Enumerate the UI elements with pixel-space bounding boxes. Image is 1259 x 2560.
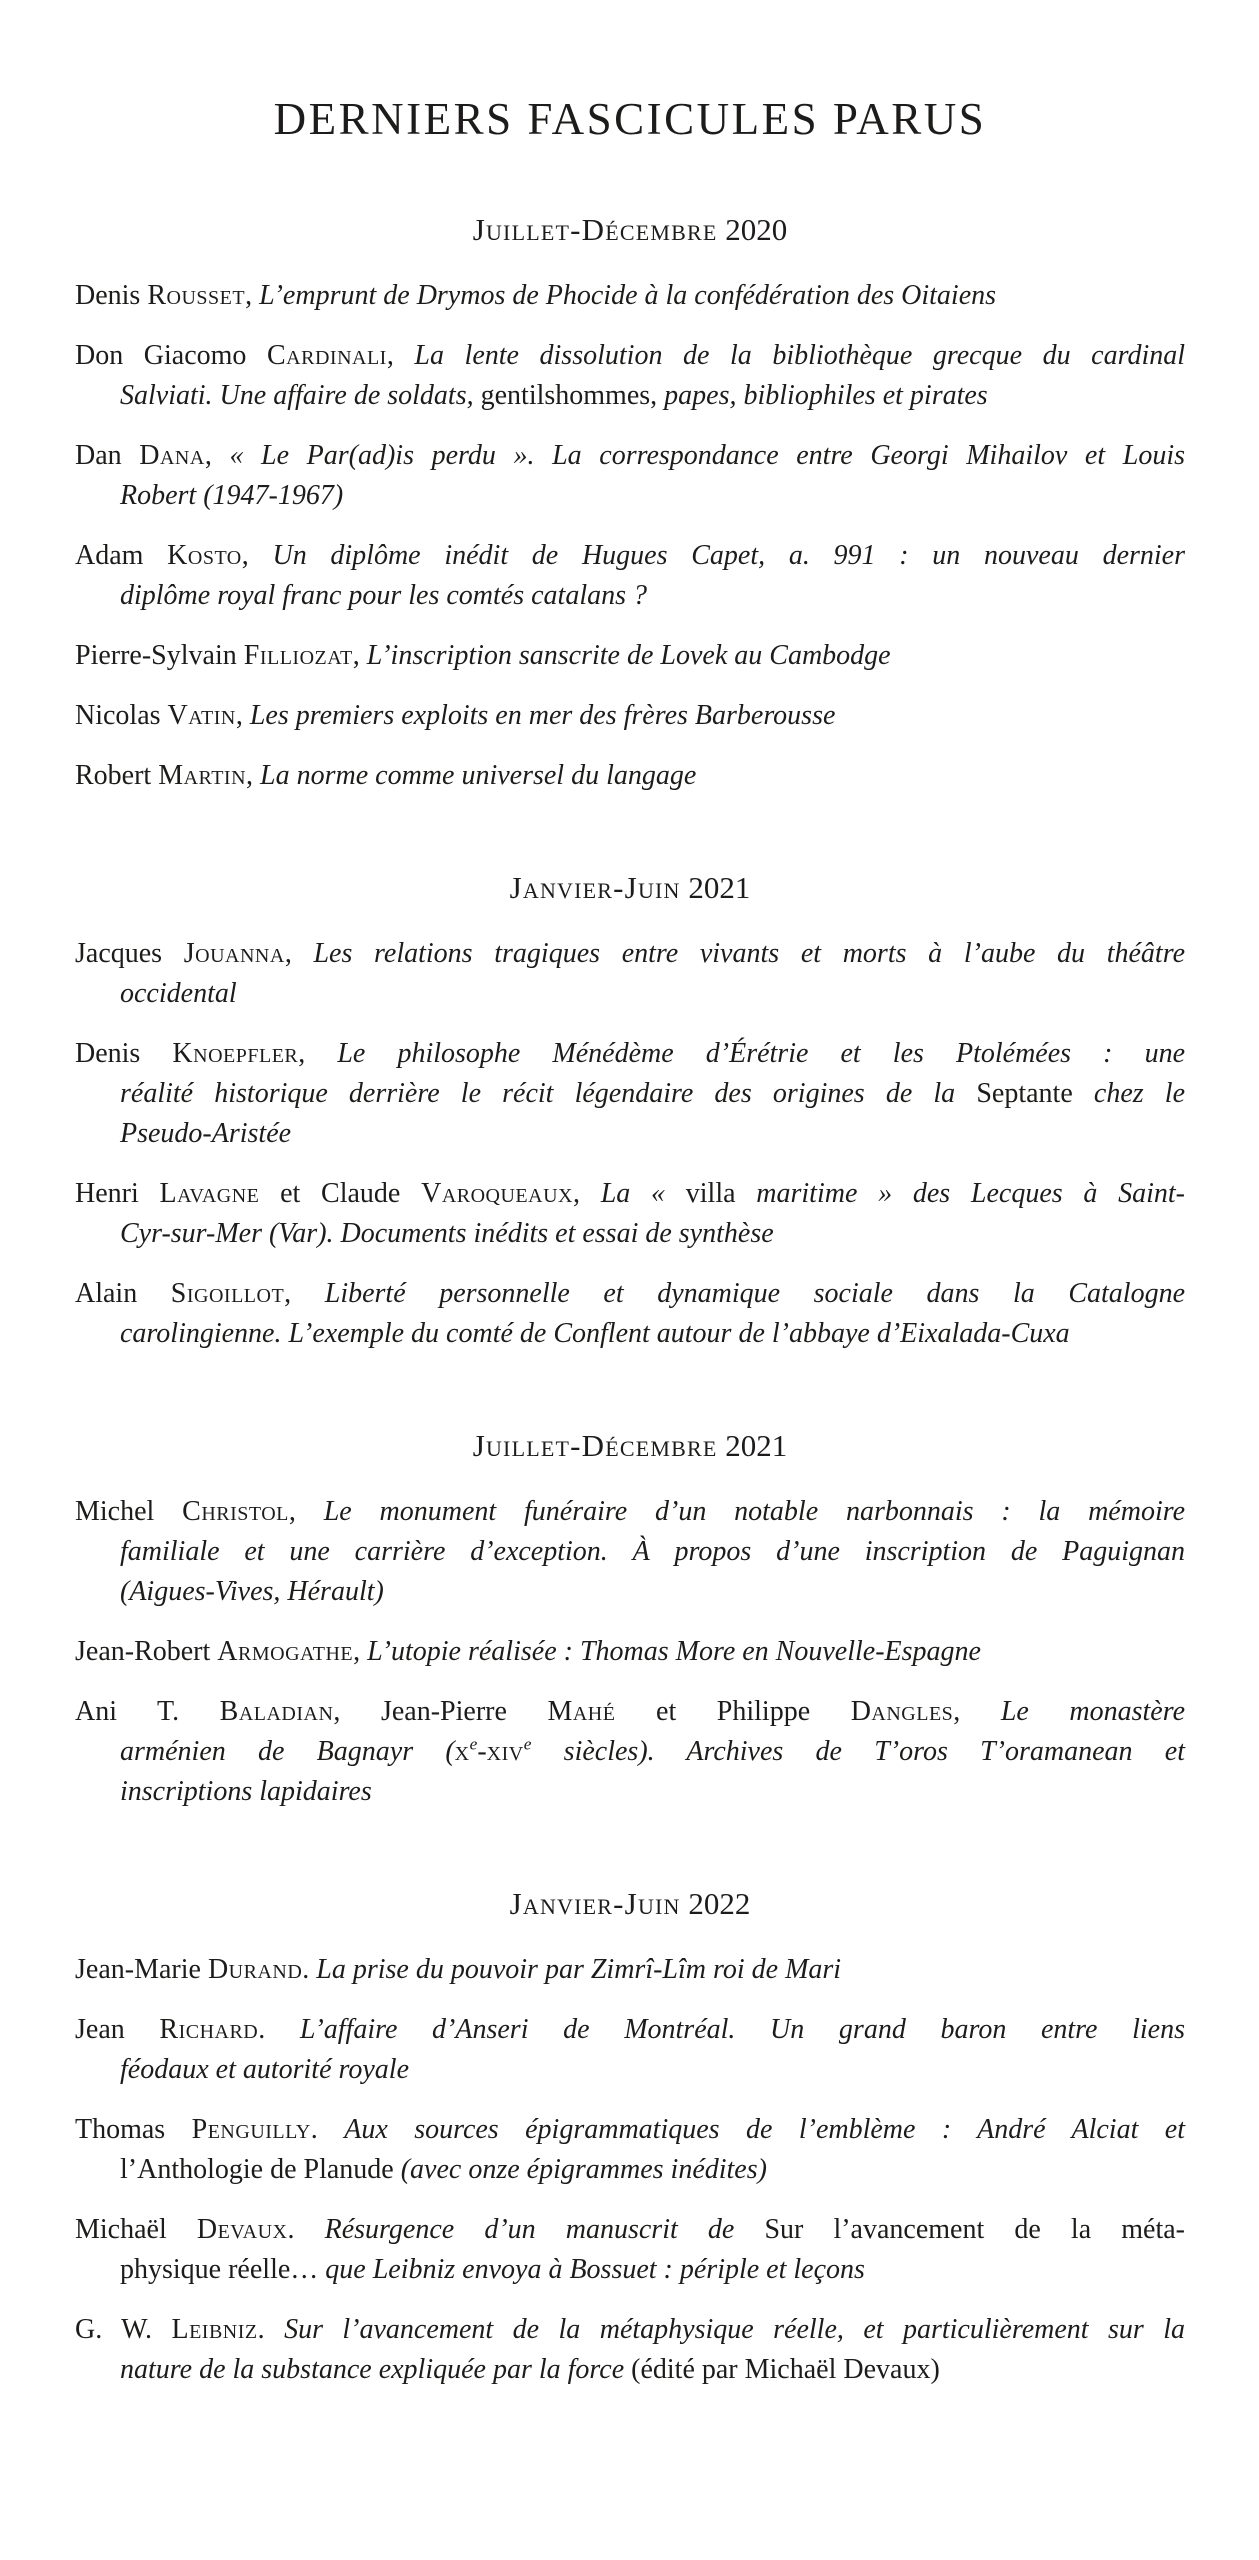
bibliography-entry (75, 2210, 1185, 2290)
section-heading (75, 1424, 1185, 1468)
bibliography-entry (75, 536, 1185, 616)
section-heading-months: Janvier-Juin (509, 870, 681, 905)
work-title-text: arménien de Bagnayr ( (120, 1736, 455, 1767)
work-title-text: L’affaire d’Anseri de Montréal. Un grand baron entre liens (299, 2014, 1185, 2045)
entry-line (75, 1034, 1185, 1074)
plain-text: Michaël (75, 2214, 197, 2245)
entry-line (75, 974, 1185, 1014)
section-heading-months: Janvier-Juin (509, 1886, 681, 1921)
work-title-text: « Le Par(ad)is perdu ». La correspondance entre Georgi Mihailov et Louis (229, 440, 1185, 471)
superscript-ordinal: e (523, 1734, 532, 1754)
entry-line (75, 1174, 1185, 1214)
plain-text: Jean-Robert (75, 1636, 218, 1667)
author-surname: Penguilly (191, 2114, 311, 2145)
bibliography-entry (75, 636, 1185, 676)
plain-text: . (258, 2014, 300, 2045)
entry-line (75, 1314, 1185, 1354)
plain-text: Ani T. (75, 1696, 220, 1727)
author-surname: Armogathe (217, 1636, 354, 1667)
author-surname: Varoqueaux (421, 1178, 573, 1209)
plain-text: Jean-Marie (75, 1954, 208, 1985)
issue-section (75, 1882, 1185, 2390)
plain-text: Sur l’avancement de la méta- (764, 2214, 1185, 2245)
bibliography-entry (75, 2110, 1185, 2190)
author-surname: Cardinali (267, 340, 387, 371)
work-title-text: siècles). Archives de T’oros T’oramanean et (531, 1736, 1185, 1767)
work-title-text: féodaux et autorité royale (120, 2054, 409, 2085)
author-surname: Rousset (147, 280, 246, 311)
plain-text: Denis (75, 280, 148, 311)
work-title-text: carolingienne. L’exemple du comté de Conflent autour de l’abbaye d’Eixalada-Cuxa (120, 1318, 1070, 1349)
work-title-text: L’utopie réalisée : Thomas More en Nouvelle-Espagne (367, 1636, 981, 1667)
work-title-text: Le monastère (1000, 1696, 1186, 1727)
entry-line (75, 1950, 1185, 1990)
work-title-text: Salviati. Une affaire de soldats, (120, 380, 474, 411)
section-heading (75, 1882, 1185, 1926)
bibliography-entry (75, 1492, 1185, 1612)
entry-line (75, 2310, 1185, 2350)
plain-text: , (245, 280, 260, 311)
bibliography-entry (75, 934, 1185, 1014)
work-title-text: Sur l’avancement de la métaphysique réelle, et particulièrement sur la (284, 2314, 1186, 2345)
entry-line (75, 336, 1185, 376)
work-title-text: nature de la substance expliquée par la force (120, 2354, 625, 2385)
work-title-text: Cyr-sur-Mer (Var). Documents inédits et essai de synthèse (120, 1218, 774, 1249)
author-surname: Mahé (547, 1696, 616, 1727)
work-title-text: Résurgence d’un manuscrit de (324, 2214, 765, 2245)
work-title-text: La norme comme universel du langage (260, 760, 697, 791)
entry-line (75, 476, 1185, 516)
plain-text: et Philippe (615, 1696, 851, 1727)
section-heading-months: Juillet-Décembre (472, 212, 718, 247)
plain-text: G. W. (75, 2314, 172, 2345)
bibliography-entry (75, 276, 1185, 316)
plain-text: , (235, 700, 250, 731)
bibliography-entry (75, 1632, 1185, 1672)
work-title-text: Liberté personnelle et dynamique sociale dans la Catalogne (324, 1278, 1186, 1309)
plain-text: l’Anthologie de Planude (120, 2154, 394, 2185)
plain-text: , (204, 440, 230, 471)
work-title-text: Pseudo-Aristée (120, 1118, 292, 1149)
work-title-text: papes, bibliophiles et pirates (657, 380, 988, 411)
plain-text: Robert (75, 760, 159, 791)
work-title-text: La « (600, 1178, 686, 1209)
entry-line (75, 1214, 1185, 1254)
plain-text: Dan (75, 440, 140, 471)
plain-text: Don Giacomo (75, 340, 267, 371)
plain-text: Adam (75, 540, 168, 571)
work-title-text: Les premiers exploits en mer des frères Barberousse (249, 700, 836, 731)
author-surname: Leibniz (171, 2314, 258, 2345)
entry-line (75, 2150, 1185, 2190)
section-heading-year: 2020 (717, 212, 788, 247)
plain-text: villa (685, 1178, 736, 1209)
bibliography-entry (75, 1174, 1185, 1254)
plain-text: (édité par Michaël Devaux) (624, 2354, 940, 2385)
work-title-text: L’emprunt de Drymos de Phocide à la confédération des Oitaiens (259, 280, 997, 311)
issue-list (75, 208, 1185, 2390)
entry-line (75, 376, 1185, 416)
plain-text: Thomas (75, 2114, 192, 2145)
entry-line (75, 934, 1185, 974)
work-title-text: (Aigues-Vives, Hérault) (120, 1576, 384, 1607)
work-title-text: (avec onze épigrammes inédites) (393, 2154, 767, 2185)
section-heading-year: 2022 (680, 1886, 751, 1921)
bibliography-entry (75, 1034, 1185, 1154)
author-surname: Sigoillot (170, 1278, 285, 1309)
work-title-text: réalité historique derrière le récit légendaire des origines de la (120, 1078, 977, 1109)
bibliography-entry (75, 336, 1185, 416)
entry-line (75, 436, 1185, 476)
work-title-text: Aux sources épigrammatiques de l’emblème : André Alciat et (344, 2114, 1185, 2145)
page-title: DERNIERS FASCICULES PARUS (273, 94, 987, 144)
bibliography-entry (75, 696, 1185, 736)
author-surname: Devaux (196, 2214, 288, 2245)
section-heading-year: 2021 (680, 870, 751, 905)
work-title-text: occidental (120, 978, 237, 1009)
author-surname: x (454, 1736, 470, 1767)
bibliography-entry (75, 2310, 1185, 2390)
entry-line (75, 1074, 1185, 1114)
plain-text: , (284, 1278, 325, 1309)
plain-text: , (352, 640, 367, 671)
bibliography-entry (75, 1692, 1185, 1812)
plain-text: Septante (976, 1078, 1073, 1109)
section-heading (75, 866, 1185, 910)
bibliography-entry (75, 1950, 1185, 1990)
plain-text: Jean (75, 2014, 160, 2045)
plain-text: Michel (75, 1496, 183, 1527)
author-surname: Dangles (850, 1696, 954, 1727)
work-title-text: chez le (1072, 1078, 1185, 1109)
entry-line (75, 2010, 1185, 2050)
issue-section (75, 208, 1185, 796)
plain-text: , (386, 340, 415, 371)
work-title-text: La prise du pouvoir par Zimrî-Lîm roi de Mari (316, 1954, 842, 1985)
plain-text: Jacques (75, 938, 184, 969)
work-title-text: que Leibniz envoya à Bossuet : périple et leçons (325, 2254, 865, 2285)
entry-line (75, 1274, 1185, 1314)
entry-line (75, 1732, 1185, 1772)
plain-text: , (353, 1636, 368, 1667)
plain-text: Henri (75, 1178, 160, 1209)
entry-line (75, 2110, 1185, 2150)
work-title-text: inscriptions lapidaires (120, 1776, 372, 1807)
plain-text: . (310, 2114, 345, 2145)
entry-line (75, 1114, 1185, 1154)
author-surname: Kosto (167, 540, 242, 571)
entry-line (75, 1572, 1185, 1612)
plain-text: gentilshommes, (473, 380, 658, 411)
entry-line (75, 1632, 1185, 1672)
work-title-text: Les relations tragiques entre vivants et morts à l’aube du théâtre (313, 938, 1185, 969)
author-surname: Dana (139, 440, 205, 471)
author-surname: Durand (207, 1954, 303, 1985)
work-title-text: La lente dissolution de la bibliothèque grecque du cardinal (414, 340, 1186, 371)
author-surname: Martin (158, 760, 247, 791)
work-title-text: Le monument funéraire d’un notable narbonnais : la mémoire (323, 1496, 1186, 1527)
plain-text: . (257, 2314, 285, 2345)
work-title-text: maritime » des Lecques à Saint- (735, 1178, 1185, 1209)
plain-text: , (284, 938, 314, 969)
work-title-text: familiale et une carrière d’exception. À propos d’une inscription de Paguignan (120, 1536, 1185, 1567)
issue-section (75, 1424, 1185, 1812)
section-heading (75, 208, 1185, 252)
issue-section (75, 866, 1185, 1354)
plain-text: , (246, 760, 261, 791)
plain-text: Nicolas (75, 700, 168, 731)
bibliography-entry (75, 436, 1185, 516)
author-surname: Jouanna (183, 938, 285, 969)
author-surname: Knoepfler (172, 1038, 299, 1069)
work-title-text: L’inscription sanscrite de Lovek au Cambodge (366, 640, 891, 671)
author-surname: Lavagne (159, 1178, 260, 1209)
work-title-text: Un diplôme inédit de Hugues Capet, a. 991 : un nouveau dernier (272, 540, 1186, 571)
author-surname: Filliozat (243, 640, 353, 671)
plain-text: Alain (75, 1278, 171, 1309)
work-title-text: diplôme royal franc pour les comtés catalans ? (120, 580, 648, 611)
bibliography-entry (75, 2010, 1185, 2090)
entry-line (75, 1772, 1185, 1812)
bibliography-entry (75, 756, 1185, 796)
author-surname: Vatin (167, 700, 236, 731)
plain-text: . (287, 2214, 325, 2245)
plain-text: , (572, 1178, 601, 1209)
plain-text: , (298, 1038, 338, 1069)
plain-text: Pierre-Sylvain (75, 640, 244, 671)
entry-line (75, 2210, 1185, 2250)
plain-text: et Claude (259, 1178, 422, 1209)
section-heading-year: 2021 (717, 1428, 788, 1463)
entry-line (75, 2050, 1185, 2090)
work-title-text: - (477, 1736, 487, 1767)
plain-text: physique réelle… (120, 2254, 326, 2285)
entry-line (75, 1692, 1185, 1732)
plain-text: . (302, 1954, 317, 1985)
entry-line (75, 696, 1185, 736)
entry-line (75, 1532, 1185, 1572)
entry-line (75, 576, 1185, 616)
work-title-text: Robert (1947-1967) (120, 480, 344, 511)
plain-text: , (288, 1496, 324, 1527)
plain-text: , Jean-Pierre (333, 1696, 548, 1727)
entry-line (75, 636, 1185, 676)
section-heading-months: Juillet-Décembre (472, 1428, 718, 1463)
entry-line (75, 276, 1185, 316)
superscript-ordinal: e (469, 1734, 478, 1754)
plain-text: Denis (75, 1038, 173, 1069)
author-surname: Baladian (219, 1696, 334, 1727)
author-surname: xiv (486, 1736, 524, 1767)
entry-line (75, 2250, 1185, 2290)
author-surname: Richard (159, 2014, 259, 2045)
entry-line (75, 536, 1185, 576)
bibliography-entry (75, 1274, 1185, 1354)
plain-text: , (241, 540, 273, 571)
entry-line (75, 1492, 1185, 1532)
author-surname: Christol (182, 1496, 289, 1527)
entry-line (75, 2350, 1185, 2390)
plain-text: , (953, 1696, 1001, 1727)
work-title-text: Le philosophe Ménédème d’Érétrie et les Ptolémées : une (337, 1038, 1185, 1069)
entry-line (75, 756, 1185, 796)
